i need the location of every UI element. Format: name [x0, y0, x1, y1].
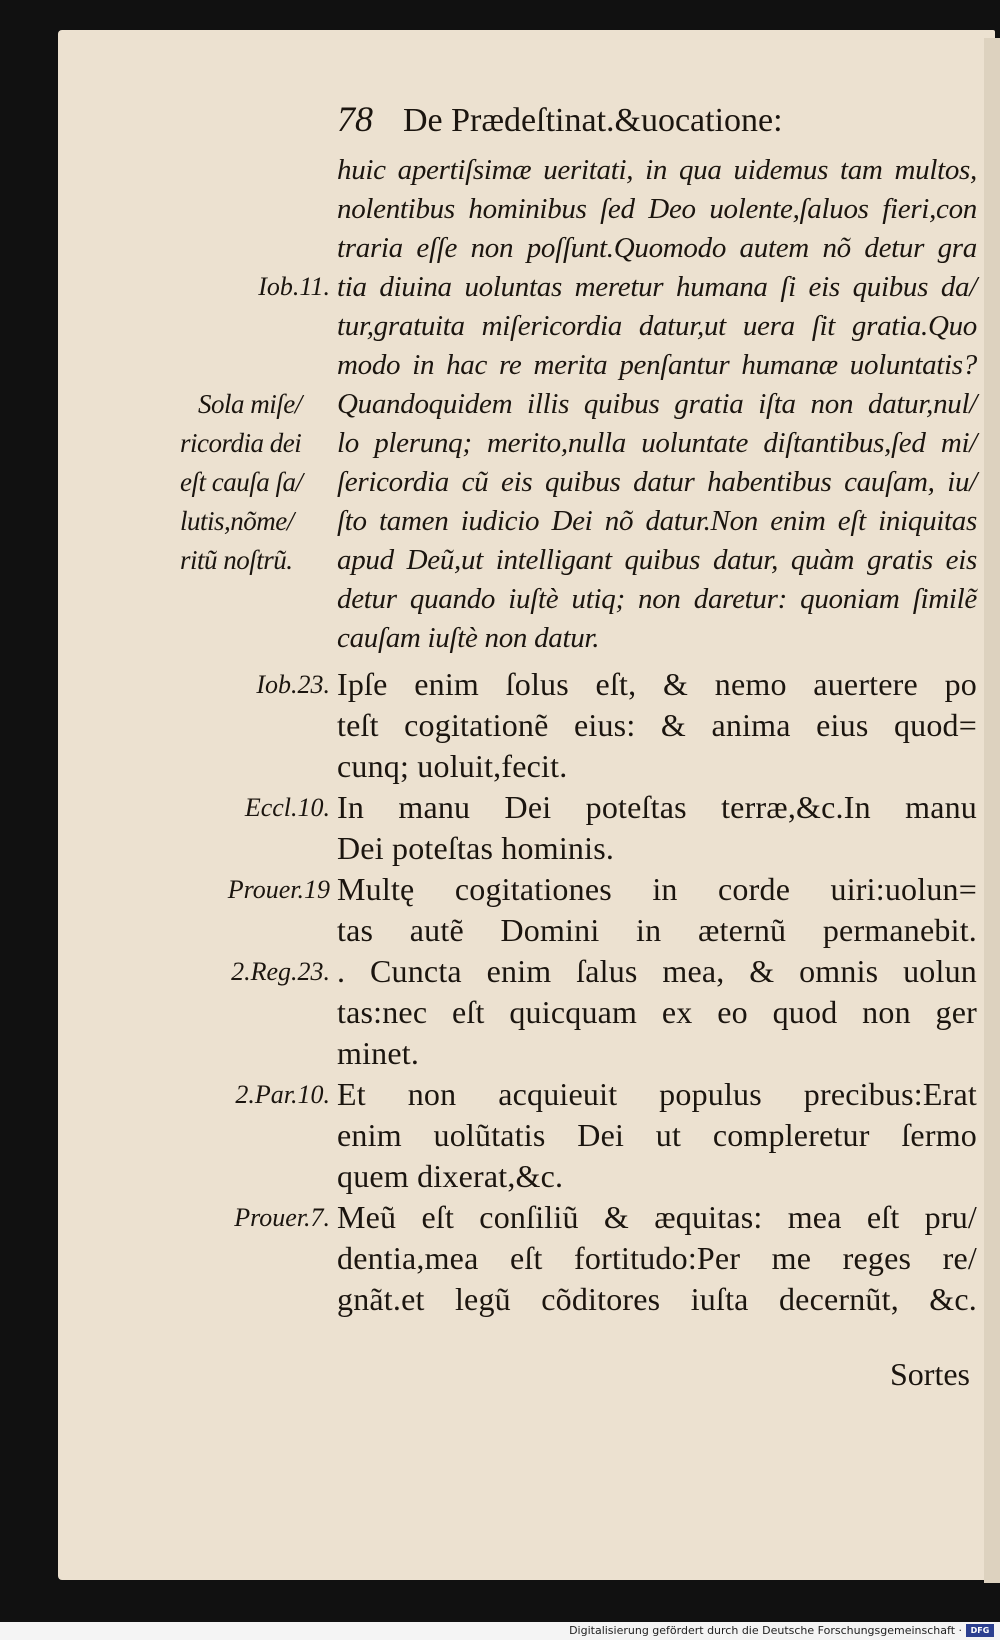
text-line: detur quando iuſtè utiq; non daretur: quoniam ſimilẽ [337, 583, 977, 615]
footer-credit: Digitalisierung gefördert durch die Deutsche Forschungsgemeinschaft · [569, 1624, 962, 1637]
margin-reference: 2.Reg.23. [231, 957, 330, 986]
text-line: quem dixerat,&c. [337, 1158, 564, 1194]
text-line: cunq; uoluit,fecit. [337, 748, 568, 784]
margin-reference: 2.Par.10. [235, 1080, 330, 1109]
margin-note-line: ricordia dei [180, 428, 302, 458]
text-line: tas:nec eſt quicquam ex eo quod non ger [337, 994, 977, 1030]
digitization-footer [0, 1622, 1000, 1640]
margin-reference: Iob.11. [258, 272, 330, 301]
margin-note-line: lutis,nõme/ [180, 506, 294, 536]
text-line: enim uolũtatis Dei ut compleretur ſermo [337, 1117, 977, 1153]
text-line: dentia,mea eſt fortitudo:Per me reges re/ [337, 1240, 977, 1276]
text-line: nolentibus hominibus ſed Deo uolente,ſaluos fieri,con [337, 193, 977, 225]
text-line: Dei poteſtas hominis. [337, 830, 615, 866]
text-line: gnãt.et legũ cõditores iuſta decernũt, &c. [337, 1281, 977, 1317]
text-line: Meũ eſt conſiliũ & æquitas: mea eſt pru/ [337, 1199, 977, 1235]
text-line: Et non acquieuit populus precibus:Erat [337, 1076, 977, 1112]
text-line: minet. [337, 1035, 420, 1071]
text-line: ſericordia cũ eis quibus datur habentibus cauſam, iu/ [337, 466, 977, 498]
page-number: 78 [337, 99, 373, 139]
margin-reference: Iob.23. [256, 670, 330, 699]
text-line: lo plerunq; merito,nulla uoluntate diſtantibus,ſed mi/ [337, 427, 977, 459]
margin-reference: Prouer.19 [227, 875, 330, 904]
text-line: . Cuncta enim ſalus mea, & omnis uolun [337, 953, 977, 989]
running-title: De Prædeſtinat.&uocatione: [403, 102, 783, 139]
next-page-edge [984, 38, 1000, 1583]
catchword: Sortes [890, 1356, 970, 1392]
text-line: Ipſe enim ſolus eſt, & nemo auertere po [337, 666, 977, 702]
text-line: Multę cogitationes in corde uiri:uolun= [337, 871, 977, 907]
margin-reference: Eccl.10. [244, 793, 330, 822]
text-line: tur,gratuita miſericordia datur,ut uera ſit gratia.Quo [337, 310, 977, 342]
text-line: apud Deũ,ut intelligant quibus datur, quàm gratis eis [337, 544, 977, 576]
text-line: huic apertiſsimæ ueritati, in qua uidemus tam multos, [337, 154, 977, 186]
running-head [337, 98, 977, 150]
text-line: modo in hac re merita penſantur humanæ uoluntatis? [337, 349, 977, 381]
text-line: In manu Dei poteſtas terræ,&c.In manu [337, 789, 977, 825]
text-line: cauſam iuſtè non datur. [337, 622, 600, 654]
dfg-logo-icon: DFG [966, 1624, 994, 1637]
margin-note-line: Sola miſe/ [198, 389, 302, 419]
text-line: tas autẽ Domini in æternũ permanebit. [337, 912, 977, 948]
margin-note-line: eſt cauſa ſa/ [180, 467, 303, 497]
margin-note-line: ritũ noſtrũ. [180, 545, 293, 575]
text-line: teſt cogitationẽ eius: & anima eius quod= [337, 707, 977, 743]
text-line: ſto tamen iudicio Dei nõ datur.Non enim eſt iniquitas [337, 505, 977, 537]
text-line: tia diuina uoluntas meretur humana ſi eis quibus da/ [337, 271, 977, 303]
text-line: Quandoquidem illis quibus gratia iſta non datur,nul/ [337, 388, 977, 420]
text-line: traria eſſe non poſſunt.Quomodo autem nõ detur gra [337, 232, 977, 264]
margin-reference: Prouer.7. [234, 1203, 330, 1232]
